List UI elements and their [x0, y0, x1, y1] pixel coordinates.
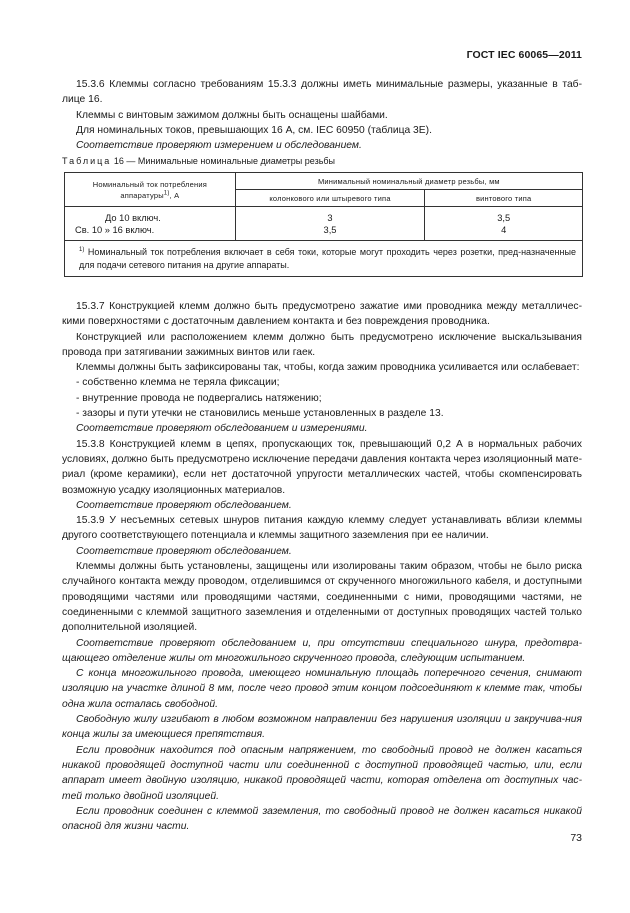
cell-screw: 3,5 [497, 213, 511, 223]
body-section [62, 299, 582, 834]
test-paragraph: Свободную жилу изгибают в любом возможном направлении без нарушения изоляции и закручива-ния конца жилы за имеющиеся препятствия. [62, 714, 582, 741]
test-paragraph: С конца многожильного провода, имеющего номинальную площадь поперечного сечения, снимают изоляцию на участке длиной 8 мм, после чего провод этим концом подсоединяют к клемме так, чтобы одна жила осталась свободной. [62, 668, 582, 710]
cell-pillar: 3,5 [323, 225, 337, 235]
page-number: 73 [570, 832, 582, 844]
standard-header: ГОСТ IEC 60065—2011 [466, 49, 582, 61]
table-caption-text: 16 — Минимальные номинальные диаметры резьбы [113, 156, 336, 166]
table-footnote: $^{1)}$ Номинальный ток потребления включает в себя токи, которые могут проходить через розетки, пред-назначенные для подачи сетевого питания на другие аппараты. [65, 241, 583, 277]
thread-diameter-table [64, 172, 583, 277]
cell-current: До 10 включ. [105, 213, 161, 223]
compliance-note: Соответствие проверяют обследованием. [76, 545, 292, 557]
test-paragraph: Если проводник находится под опасным напряжением, то свободный провод не должен касаться никакой проводящей доступной части или соединенной с доступной проводящей частью, или, если аппарат имеет двойную изоляцию, никакой проводящей части, которая отделена от доступных час-тей только двойной изоляцией. [62, 744, 582, 802]
list-item: - внутренние провода не подвергались натяжению; [76, 392, 322, 404]
compliance-note: Соответствие проверяют обследованием и измерениями. [76, 423, 368, 435]
table-data-row [65, 207, 583, 241]
intro-section [62, 77, 582, 153]
column-header-current: Номинальный ток потребления аппаратуры$^{1)}$, А [65, 173, 236, 207]
list-item: - собственно клемма не теряла фиксации; [76, 377, 280, 389]
paragraph-15-3-7: 15.3.7 Конструкцией клемм должно быть предусмотрено зажатие ими проводника между металличес-кими поверхностями с достаточным давлением контакта и без повреждения проводника. [62, 301, 582, 328]
column-header-screw: винтового типа [425, 190, 583, 207]
cell-pillar: 3 [327, 213, 333, 223]
table-caption-label: Таблица [62, 156, 112, 166]
paragraph-15-3-6: 15.3.6 Клеммы согласно требованиям 15.3.3 должны иметь минимальные размеры, указанные в таб-лице 16. [62, 79, 582, 106]
paragraph: Клеммы с винтовым зажимом должны быть оснащены шайбами. [76, 109, 388, 121]
paragraph-15-3-8: 15.3.8 Конструкцией клемм в цепях, пропускающих ток, превышающий 0,2 А в нормальных рабочих условиях, должно быть предусмотрено исключение передачи давления контакта через изоляционный мате-риал (кроме керамики), если нет достаточной упругости металлических частей, чтобы скомпенсировать возможную усадку изоляционных материалов. [62, 438, 582, 496]
column-group-header: Минимальный номинальный диаметр резьбы, мм [235, 173, 582, 190]
paragraph: Конструкцией или расположением клемм должно быть предусмотрено исключение выскальзывания провода при затягивании зажимных винтов или гаек. [62, 331, 582, 358]
test-paragraph: Соответствие проверяют обследованием и, при отсутствии специального шнура, предотвра-щающего отделение жилы от многожильного скрученного провода, следующим испытанием. [62, 637, 582, 664]
list-item: - зазоры и пути утечки не становились меньше установленных в разделе 13. [76, 408, 444, 420]
paragraph: Для номинальных токов, превышающих 16 А, см. IEC 60950 (таблица 3E). [76, 124, 432, 136]
test-paragraph: Если проводник соединен с клеммой заземления, то свободный провод не должен касаться никакой опасной для жизни части. [62, 805, 582, 833]
paragraph: Клеммы должны быть зафиксированы так, чтобы, когда зажим проводника усиливается или ослабевает: [76, 362, 580, 374]
cell-screw: 4 [501, 225, 507, 235]
cell-current: Св. 10 » 16 включ. [75, 225, 155, 235]
compliance-note: Соответствие проверяют измерением и обследованием. [76, 140, 362, 152]
compliance-note: Соответствие проверяют обследованием. [76, 499, 292, 511]
table-caption [62, 156, 335, 166]
paragraph-15-3-9: 15.3.9 У несъемных сетевых шнуров питания каждую клемму следует устанавливать вблизи клеммы другого соответствующего потенциала и клеммы защитного заземления при ее наличии. [62, 515, 582, 542]
paragraph: Клеммы должны быть установлены, защищены или изолированы таким образом, чтобы не было риска случайного контакта между проводом, отделившимся от скрученного многожильного кабеля, и доступными проводящими частями или проводящими частями, соединенными с ними, проводящими частями, не соединенными с клеммой защитного заземления и отделенными от доступных проводящих частей только дополнительной изоляцией. [62, 561, 582, 634]
column-header-pillar: колонкового или штыревого типа [235, 190, 425, 207]
